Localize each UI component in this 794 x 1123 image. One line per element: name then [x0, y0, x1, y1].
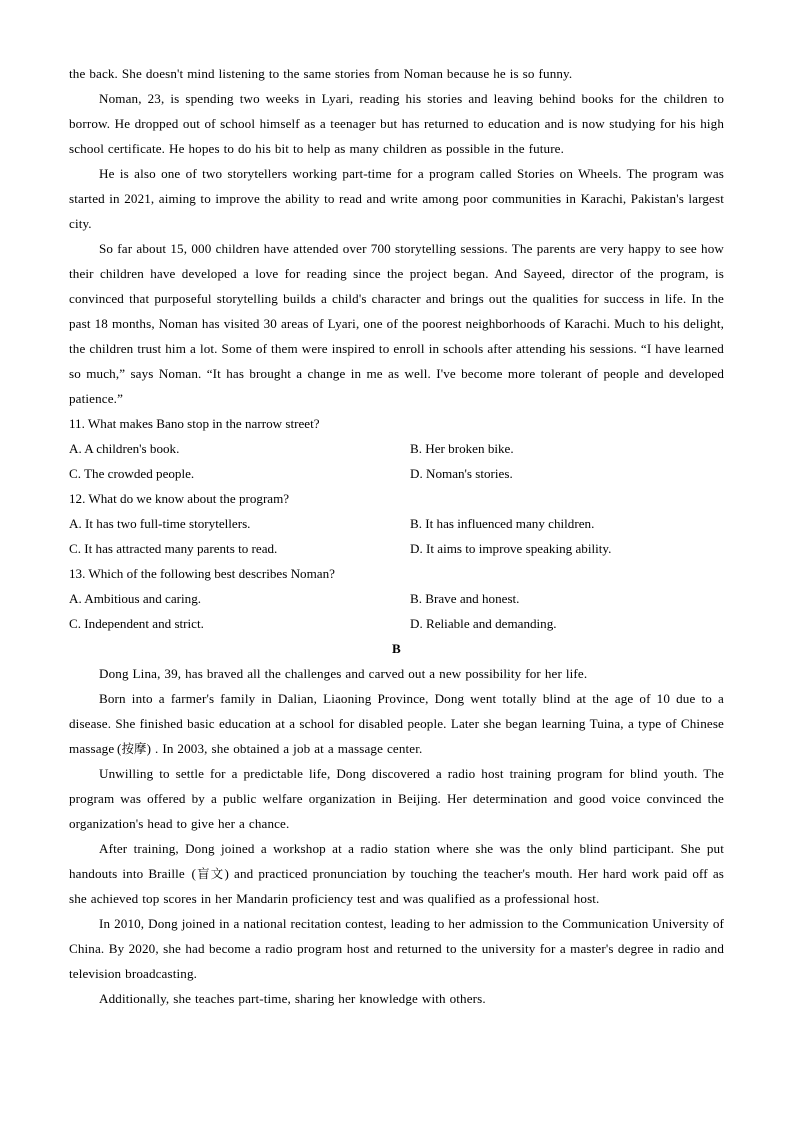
- option-row: [69, 511, 724, 536]
- passage-paragraph: Additionally, she teaches part-time, sharing her knowledge with others.: [99, 991, 486, 1006]
- question-stem-11: 11. What makes Bano stop in the narrow street?: [69, 416, 320, 431]
- option-13-b[interactable]: B. Brave and honest.: [410, 591, 520, 606]
- option-13-d[interactable]: D. Reliable and demanding.: [410, 616, 557, 631]
- question-stem-13: 13. Which of the following best describes Noman?: [69, 566, 335, 581]
- option-11-a[interactable]: A. A children's book.: [69, 441, 180, 456]
- page-content: [69, 61, 724, 1011]
- paragraph-text-segment: Born into a farmer's family in Dalian, Liaoning Province, Dong went totally blind at the age of 10 due to a disease. She finished basic education at a school for disabled people. Later she began learning Tuina, a type of Chinese massage (: [69, 691, 724, 756]
- option-12-d[interactable]: D. It aims to improve speaking ability.: [410, 541, 612, 556]
- question-stem-12: 12. What do we know about the program?: [69, 491, 290, 506]
- passage-paragraph: In 2010, Dong joined in a national recitation contest, leading to her admission to the Communication University of China. By 2020, she had become a radio program host and returned to the university for a master's degree in radio and television broadcasting.: [69, 916, 724, 981]
- option-row: [69, 461, 724, 486]
- option-12-b[interactable]: B. It has influenced many children.: [410, 516, 595, 531]
- option-13-c[interactable]: C. Independent and strict.: [69, 616, 204, 631]
- chinese-gloss-massage: 按摩: [121, 741, 147, 756]
- option-11-c[interactable]: C. The crowded people.: [69, 466, 195, 481]
- chinese-gloss-braille: 盲文: [196, 866, 225, 881]
- paragraph-text-segment: After training, Dong joined a workshop at a radio station where she was the only blind participant. She put handouts into Braille (: [69, 841, 724, 881]
- option-row: [69, 586, 724, 611]
- paragraph-text-segment: ) and practiced pronunciation by touching the teacher's mouth. Her hard work paid off as she achieved top scores in her Mandarin proficiency test and was qualified as a professional host.: [69, 866, 725, 906]
- option-row: [69, 611, 724, 636]
- passage-paragraph: Dong Lina, 39, has braved all the challenges and carved out a new possibility for her life.: [99, 666, 588, 681]
- passage-paragraph: [69, 836, 724, 911]
- option-12-a[interactable]: A. It has two full-time storytellers.: [69, 516, 251, 531]
- option-row: [69, 436, 724, 461]
- passage-paragraph: Unwilling to settle for a predictable life, Dong discovered a radio host training program for blind youth. The program was offered by a public welfare organization in Beijing. Her determination and good voice convinced the organization's head to give her a chance.: [69, 766, 724, 831]
- option-13-a[interactable]: A. Ambitious and caring.: [69, 591, 202, 606]
- option-11-b[interactable]: B. Her broken bike.: [410, 441, 514, 456]
- passage-paragraph: [69, 686, 724, 761]
- option-12-c[interactable]: C. It has attracted many parents to read.: [69, 541, 278, 556]
- passage-paragraph: the back. She doesn't mind listening to the same stories from Noman because he is so funny.: [69, 66, 573, 81]
- option-11-d[interactable]: D. Noman's stories.: [410, 466, 513, 481]
- passage-paragraph: So far about 15, 000 children have attended over 700 storytelling sessions. The parents are very happy to see how their children have developed a love for reading since the project began. And Sayeed, director of the program, is convinced that purposeful storytelling builds a child's character and brings out the qualities for success in life. In the past 18 months, Noman has visited 30 areas of Lyari, one of the poorest neighborhoods of Karachi. Much to his delight, the children trust him a lot. Some of them were inspired to enroll in schools after attending his sessions. “I have learned so much,” says Noman. “It has brought a change in me as well. I've become more tolerant of people and developed patience.”: [69, 241, 724, 406]
- passage-paragraph: He is also one of two storytellers working part-time for a program called Stories on Wheels. The program was started in 2021, aiming to improve the ability to read and write among poor communities in Karachi, Pakistan's largest city.: [69, 166, 724, 231]
- passage-paragraph: Noman, 23, is spending two weeks in Lyari, reading his stories and leaving behind books for the children to borrow. He dropped out of school himself as a teenager but has returned to education and is now studying for his high school certificate. He hopes to do his bit to help as many children as possible in the future.: [69, 91, 724, 156]
- paragraph-text-segment: ) . In 2003, she obtained a job at a massage center.: [146, 741, 423, 756]
- option-row: [69, 536, 724, 561]
- section-letter-b: B: [392, 641, 401, 656]
